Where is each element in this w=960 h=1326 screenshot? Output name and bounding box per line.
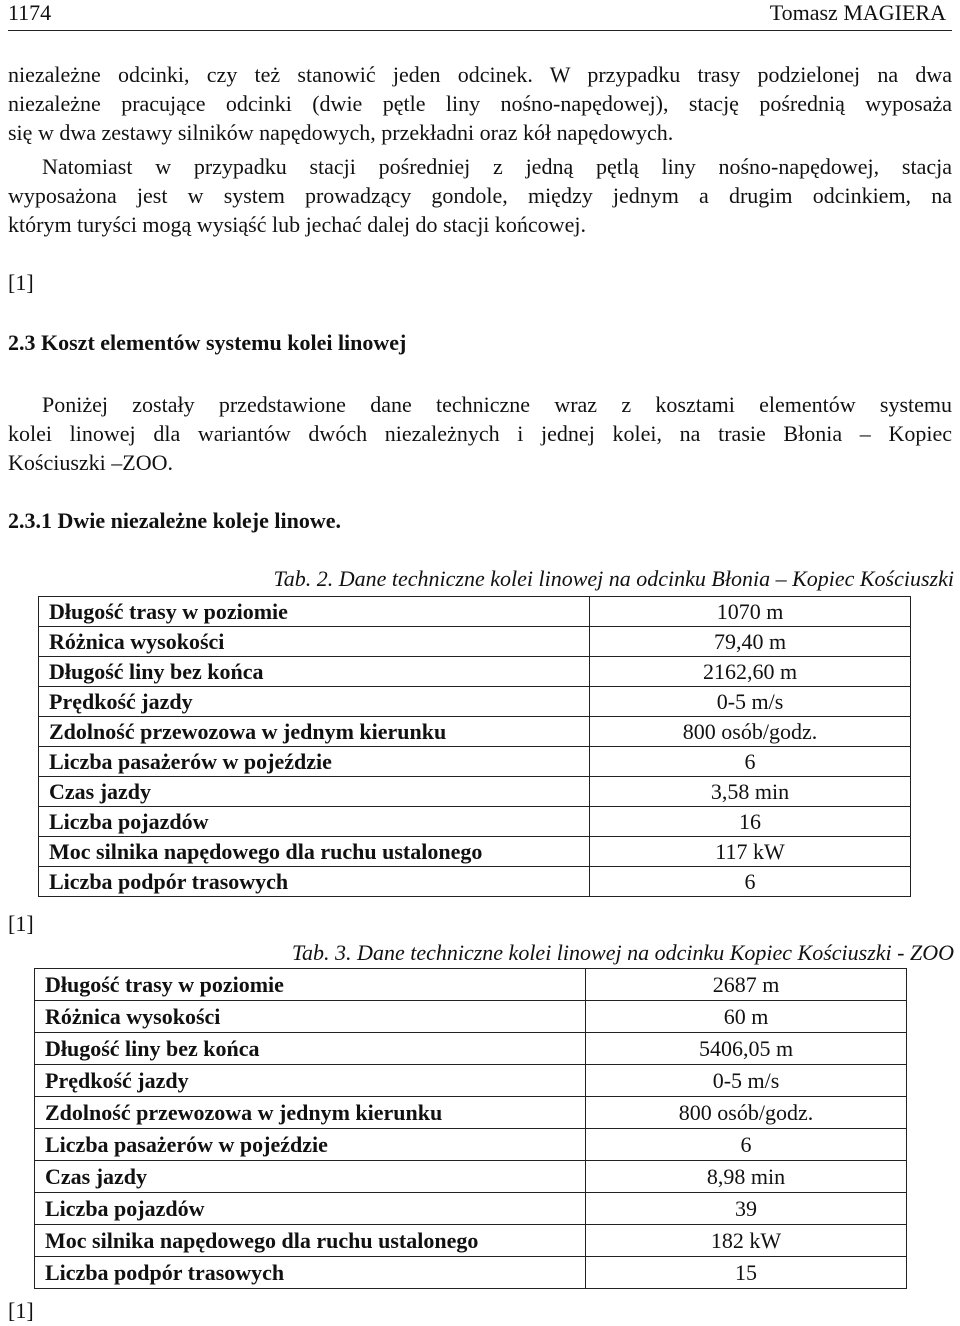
text-line: Kościuszki –ZOO. [8, 450, 173, 475]
table-row [35, 1065, 907, 1097]
intro-paragraph [8, 60, 952, 147]
row-value: 3,58 min [590, 777, 911, 807]
text-line: wyposażona jest w system prowadzący gondole, między jednym a drugim odcinkiem, na [8, 183, 952, 208]
table-row [35, 1129, 907, 1161]
row-label: Czas jazdy [39, 777, 590, 807]
tech-table-kopiec-zoo [34, 968, 907, 1289]
table-row [39, 687, 911, 717]
row-value: 182 kW [586, 1225, 907, 1257]
table-row [35, 1225, 907, 1257]
running-author: Tomasz MAGIERA [769, 0, 946, 25]
row-label: Różnica wysokości [39, 627, 590, 657]
row-label: Liczba pasażerów w pojeździe [39, 747, 590, 777]
tech-table-blonia-kopiec [38, 596, 911, 897]
text-line: się w dwa zestawy silników napędowych, przekładni oraz kół napędowych. [8, 120, 674, 145]
row-label: Liczba pasażerów w pojeździe [35, 1129, 586, 1161]
row-label: Zdolność przewozowa w jednym kierunku [35, 1097, 586, 1129]
row-label: Liczba pojazdów [35, 1193, 586, 1225]
row-label: Długość trasy w poziomie [39, 597, 590, 627]
row-label: Zdolność przewozowa w jednym kierunku [39, 717, 590, 747]
section-paragraph [8, 390, 952, 477]
row-label: Prędkość jazdy [35, 1065, 586, 1097]
row-value: 8,98 min [586, 1161, 907, 1193]
page-header [8, 0, 952, 31]
row-value: 0-5 m/s [586, 1065, 907, 1097]
table-row [39, 717, 911, 747]
row-value: 6 [590, 747, 911, 777]
text-line: niezależne pracujące odcinki (dwie pętle liny nośno-napędowej), stację pośrednią wyposaża [8, 91, 952, 116]
table-row [35, 1193, 907, 1225]
row-value: 2162,60 m [590, 657, 911, 687]
table-row [35, 969, 907, 1001]
row-label: Moc silnika napędowego dla ruchu ustalonego [35, 1225, 586, 1257]
row-value: 800 osób/godz. [590, 717, 911, 747]
table-row [39, 837, 911, 867]
row-label: Prędkość jazdy [39, 687, 590, 717]
table-row [35, 1097, 907, 1129]
text-line: niezależne odcinki, czy też stanowić jeden odcinek. W przypadku trasy podzielonej na dwa [8, 62, 952, 87]
table-row [35, 1257, 907, 1289]
row-label: Czas jazdy [35, 1161, 586, 1193]
row-value: 117 kW [590, 837, 911, 867]
page-number: 1174 [8, 0, 52, 25]
table-caption: Tab. 3. Dane techniczne kolei linowej na odcinku Kopiec Kościuszki - ZOO [291, 940, 954, 965]
row-label: Liczba podpór trasowych [39, 867, 590, 897]
row-value: 0-5 m/s [590, 687, 911, 717]
row-label: Moc silnika napędowego dla ruchu ustalonego [39, 837, 590, 867]
table-row [35, 1033, 907, 1065]
row-value: 6 [590, 867, 911, 897]
table-row [39, 627, 911, 657]
row-label: Różnica wysokości [35, 1001, 586, 1033]
text-line: Natomiast w przypadku stacji pośredniej z jedną pętlą liny nośno-napędowej, stacja [42, 154, 952, 179]
row-value: 6 [586, 1129, 907, 1161]
row-value: 1070 m [590, 597, 911, 627]
table-row [39, 747, 911, 777]
table-source-ref: [1] [8, 911, 34, 936]
table-row [39, 867, 911, 897]
row-value: 39 [586, 1193, 907, 1225]
row-value: 800 osób/godz. [586, 1097, 907, 1129]
table-row [39, 807, 911, 837]
table-row [39, 597, 911, 627]
text-line: Poniżej zostały przedstawione dane techniczne wraz z kosztami elementów systemu [42, 392, 952, 417]
section-heading: 2.3 Koszt elementów systemu kolei linowej [8, 330, 407, 355]
intro-paragraph-2 [8, 152, 952, 239]
text-line: którym turyści mogą wysiąść lub jechać dalej do stacji końcowej. [8, 212, 586, 237]
row-label: Liczba pojazdów [39, 807, 590, 837]
citation-ref: [1] [8, 270, 34, 295]
row-value: 15 [586, 1257, 907, 1289]
table-row [35, 1001, 907, 1033]
row-value: 60 m [586, 1001, 907, 1033]
row-label: Długość trasy w poziomie [35, 969, 586, 1001]
text-line: kolei linowej dla wariantów dwóch niezależnych i jednej kolei, na trasie Błonia – Kopiec [8, 421, 952, 446]
subsection-heading: 2.3.1 Dwie niezależne koleje linowe. [8, 508, 341, 533]
row-value: 16 [590, 807, 911, 837]
row-label: Długość liny bez końca [35, 1033, 586, 1065]
table-row [39, 777, 911, 807]
table-caption: Tab. 2. Dane techniczne kolei linowej na odcinku Błonia – Kopiec Kościuszki [273, 566, 954, 591]
table-source-ref: [1] [8, 1298, 34, 1323]
row-label: Liczba podpór trasowych [35, 1257, 586, 1289]
row-value: 5406,05 m [586, 1033, 907, 1065]
table-row [39, 657, 911, 687]
table-row [35, 1161, 907, 1193]
row-value: 79,40 m [590, 627, 911, 657]
row-label: Długość liny bez końca [39, 657, 590, 687]
row-value: 2687 m [586, 969, 907, 1001]
